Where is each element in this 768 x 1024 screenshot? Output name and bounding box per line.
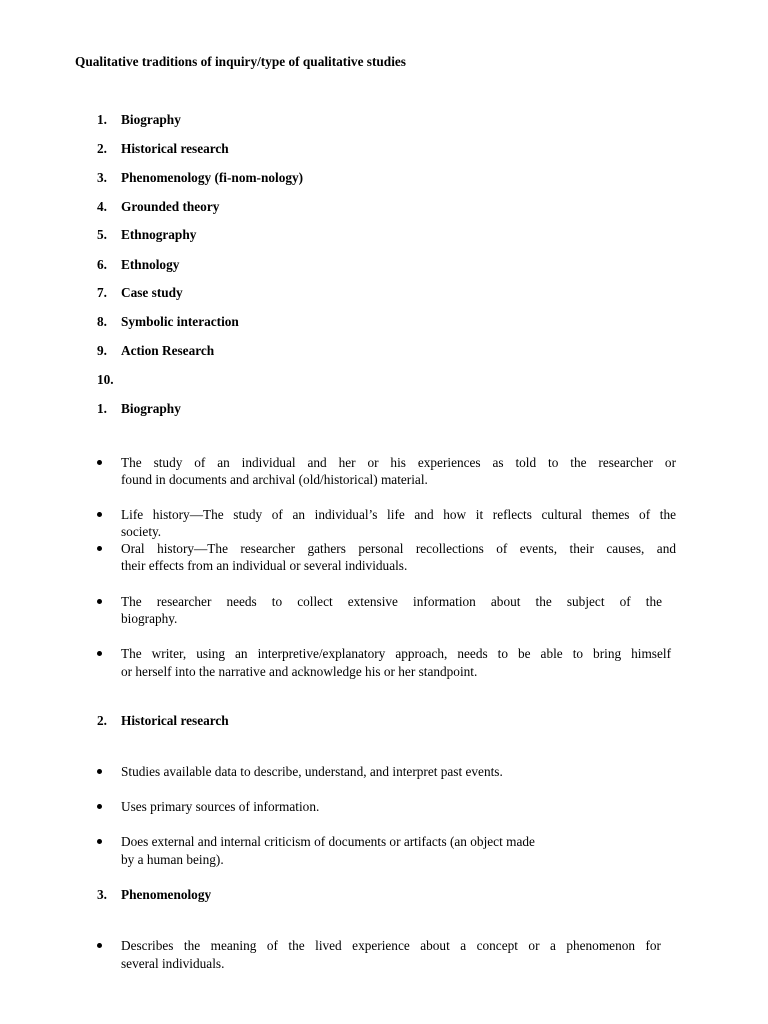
bullet-icon — [97, 804, 102, 809]
bullet-line: their effects from an individual or several individuals. — [121, 558, 408, 573]
list-number: 3. — [97, 170, 107, 185]
list-number: 6. — [97, 257, 107, 272]
bullet-line: or herself into the narrative and acknowledge his or her standpoint. — [121, 664, 478, 679]
bullet-icon — [97, 599, 102, 604]
list-label: Biography — [121, 112, 181, 127]
list-label: Case study — [121, 285, 183, 300]
bullet-line: Studies available data to describe, understand, and interpret past events. — [121, 764, 503, 779]
list-number: 7. — [97, 285, 107, 300]
list-number: 1. — [97, 112, 107, 127]
bullet-icon — [97, 943, 102, 948]
list-number: 9. — [97, 343, 107, 358]
section-heading: Biography — [121, 401, 181, 416]
list-label: Symbolic interaction — [121, 314, 239, 329]
list-label: Action Research — [121, 343, 215, 358]
list-number: 8. — [97, 314, 107, 329]
document-title: Qualitative traditions of inquiry/type of qualitative studies — [75, 54, 406, 69]
bullet-icon — [97, 769, 102, 774]
bullet-line: by a human being). — [121, 852, 224, 867]
list-label: Phenomenology (fi-nom-nology) — [121, 170, 304, 185]
section-number: 1. — [97, 401, 107, 416]
bullet-line: society. — [121, 524, 162, 539]
bullet-line: Oral history—The researcher gathers personal recollections of events, their causes, and — [121, 541, 676, 556]
list-label: Ethnography — [121, 227, 197, 242]
bullet-icon — [97, 839, 102, 844]
list-label: Historical research — [121, 141, 229, 156]
section-number: 3. — [97, 887, 107, 902]
bullet-icon — [97, 512, 102, 517]
bullet-line: Describes the meaning of the lived experience about a concept or a phenomenon for — [121, 938, 661, 953]
list-number: 10. — [97, 372, 114, 387]
list-number: 4. — [97, 199, 107, 214]
bullet-line: found in documents and archival (old/historical) material. — [121, 472, 428, 487]
list-number: 2. — [97, 141, 107, 156]
list-label: Ethnology — [121, 257, 180, 272]
bullet-line: The researcher needs to collect extensive information about the subject of the — [121, 594, 662, 609]
bullet-line: biography. — [121, 611, 178, 626]
section-heading: Phenomenology — [121, 887, 212, 902]
bullet-line: several individuals. — [121, 956, 225, 971]
list-number: 5. — [97, 227, 107, 242]
bullet-line: Does external and internal criticism of documents or artifacts (an object made — [121, 834, 535, 849]
bullet-icon — [97, 460, 102, 465]
bullet-line: The study of an individual and her or his experiences as told to the researcher or — [121, 455, 676, 470]
bullet-icon — [97, 651, 102, 656]
bullet-icon — [97, 546, 102, 551]
section-number: 2. — [97, 713, 107, 728]
bullet-line: Life history—The study of an individual’s life and how it reflects cultural themes of the — [121, 507, 676, 522]
section-heading: Historical research — [121, 713, 229, 728]
bullet-line: The writer, using an interpretive/explanatory approach, needs to be able to bring himself — [121, 646, 671, 661]
bullet-line: Uses primary sources of information. — [121, 799, 320, 814]
list-label: Grounded theory — [121, 199, 220, 214]
